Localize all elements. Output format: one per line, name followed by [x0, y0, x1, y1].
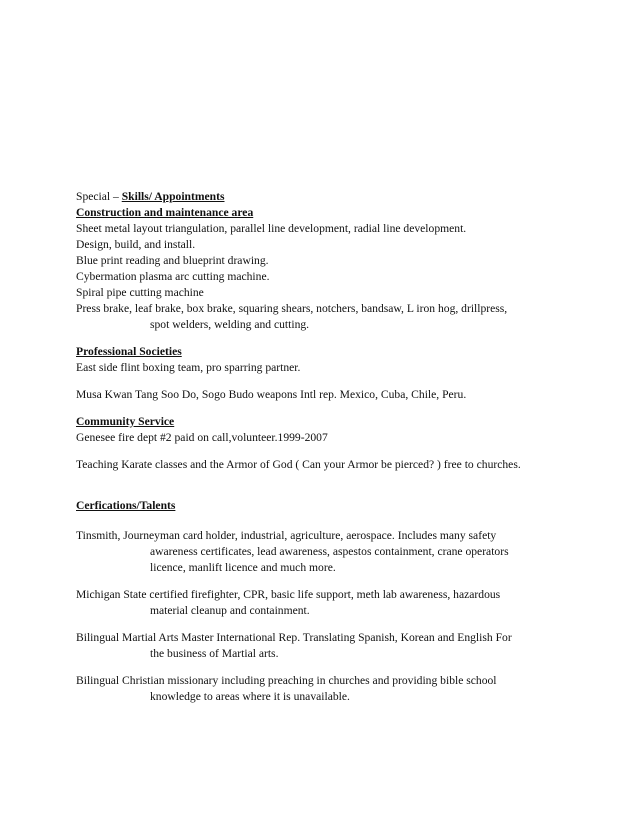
community-line: Teaching Karate classes and the Armor of God ( Can your Armor be pierced? ) free to churches. [76, 458, 521, 471]
certifications-line: licence, manlift licence and much more. [150, 561, 336, 574]
skills-heading: Skills/ Appointments [121, 190, 225, 203]
intro-line [76, 189, 225, 205]
community-line: Genesee fire dept #2 paid on call,volunteer.1999-2007 [76, 431, 328, 444]
construction-line: Design, build, and install. [76, 238, 196, 251]
societies-line: East side flint boxing team, pro sparring partner. [76, 361, 301, 374]
certifications-heading: Cerfications/Talents [76, 499, 176, 512]
societies-heading: Professional Societies [76, 345, 182, 358]
certifications-line: Bilingual Martial Arts Master International Rep. Translating Spanish, Korean and English For [76, 631, 512, 644]
intro-prefix: Special – [76, 190, 122, 203]
societies-line: Musa Kwan Tang Soo Do, Sogo Budo weapons Intl rep. Mexico, Cuba, Chile, Peru. [76, 388, 467, 401]
certifications-line: Bilingual Christian missionary including preaching in churches and providing bible school [76, 674, 497, 687]
construction-line: Cybermation plasma arc cutting machine. [76, 270, 270, 283]
construction-line: spot welders, welding and cutting. [150, 318, 310, 331]
certifications-line: material cleanup and containment. [150, 604, 310, 617]
construction-heading: Construction and maintenance area [76, 206, 254, 219]
construction-line: Sheet metal layout triangulation, parallel line development, radial line development. [76, 222, 467, 235]
construction-line: Press brake, leaf brake, box brake, squaring shears, notchers, bandsaw, L iron hog, drillpress, [76, 302, 508, 315]
community-heading: Community Service [76, 415, 175, 428]
construction-line: Blue print reading and blueprint drawing. [76, 254, 269, 267]
certifications-line: Michigan State certified firefighter, CPR, basic life support, meth lab awareness, hazardous [76, 588, 501, 601]
certifications-line: awareness certificates, lead awareness, aspestos containment, crane operators [150, 545, 509, 558]
certifications-line: the business of Martial arts. [150, 647, 279, 660]
certifications-line: Tinsmith, Journeyman card holder, industrial, agriculture, aerospace. Includes many safety [76, 529, 497, 542]
certifications-line: knowledge to areas where it is unavailable. [150, 690, 350, 703]
construction-line: Spiral pipe cutting machine [76, 286, 204, 299]
